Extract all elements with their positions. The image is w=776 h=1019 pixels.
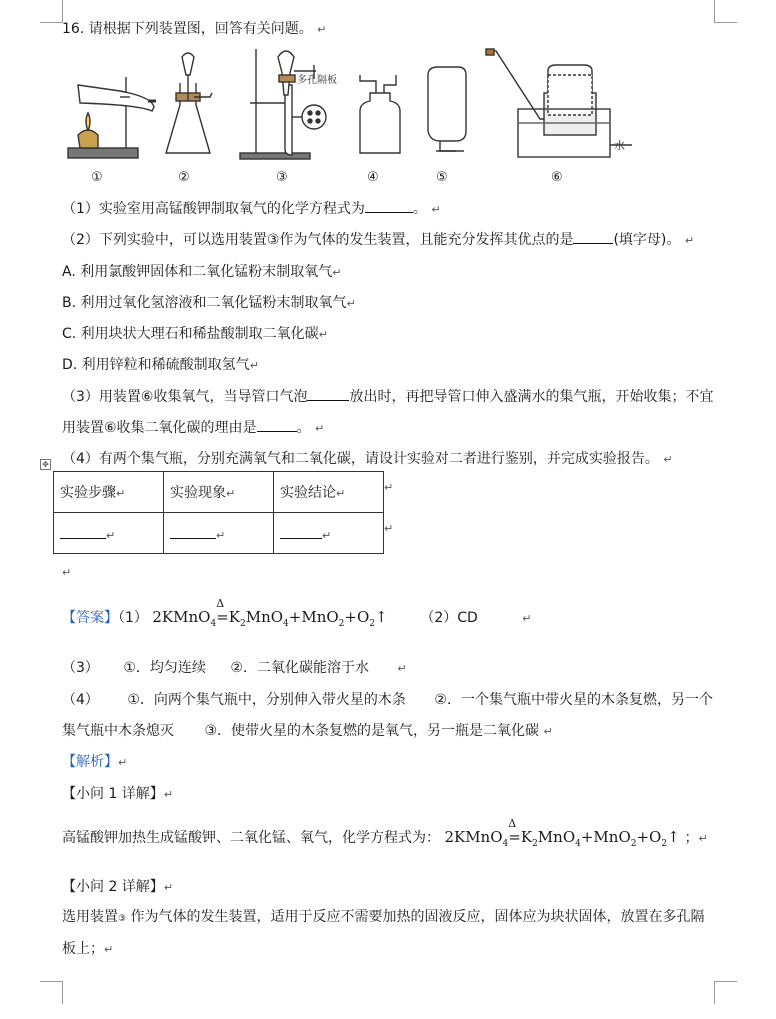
answer-line-4: （4） ①．向两个集气瓶中，分别伸入带火星的木条 ②．一个集气瓶中带火星的木条复燃，另一个 [62, 692, 713, 708]
answer-blank [573, 229, 613, 244]
apparatus-figure [60, 45, 640, 167]
table-cell[interactable]: ↵ [274, 513, 384, 554]
question-1: （1）实验室用高锰酸钾制取氧气的化学方程式为 。 ↵ [62, 198, 441, 218]
analysis-label: 【解析】↵ [62, 754, 128, 770]
table-cell[interactable]: ↵ [54, 513, 164, 554]
sub-question-2-text-1: 选用装置③ 作为气体的发生装置，适用于反应不需要加热的固液反应，固体应为块状固体，放置在多孔隔 [62, 909, 705, 925]
option-c: C. 利用块状大理石和稀盐酸制取二氧化碳↵ [62, 326, 328, 342]
table-header-cell: 实验步骤↵ [54, 472, 164, 513]
experiment-report-table [53, 471, 384, 554]
question-4: （4）有两个集气瓶，分别充满氧气和二氧化碳，请设计实验对二者进行鉴别，并完成实验报告。 ↵ [62, 451, 673, 467]
apparatus-6-water-trough [486, 49, 632, 157]
figure-label-5: ⑤ [436, 170, 448, 185]
question-3-line-1: （3）用装置⑥收集氧气，当导管口气泡 放出时，再把导管口伸入盛满水的集气瓶，开始收集；不宜 [62, 386, 713, 406]
question-title: 请根据下列装置图，回答有关问题。 [88, 21, 313, 37]
figure-label-2: ② [178, 170, 190, 185]
question-title-line [62, 18, 326, 38]
figure-label-3: ③ [276, 170, 288, 185]
figure-label-1: ① [91, 170, 103, 185]
answer-line-1: 【答案】（1） 2KMnO$_4$ Δ $=K_2MnO_4+MnO_2+O_2↑$ （2）CD ↵ [62, 597, 532, 629]
table-row [54, 513, 384, 554]
porous-plate-label: 多孔隔板 [297, 75, 337, 86]
page-corner-mark [714, 981, 737, 1004]
table-header-cell: 实验结论↵ [274, 472, 384, 513]
page-corner-mark [40, 0, 63, 23]
table-header-row [54, 472, 384, 513]
answer-line-4b: 集气瓶中木条熄灭 ③．使带火星的木条复燃的是氧气，另一瓶是二氧化碳 ↵ [62, 723, 553, 739]
apparatus-2-conical-flask [166, 53, 212, 153]
table-move-handle-icon[interactable]: ✥ [40, 459, 51, 470]
answer-blank [365, 198, 413, 213]
page-corner-mark [714, 0, 737, 23]
apparatus-5-inverted-bottle [428, 67, 466, 151]
table-cell[interactable]: ↵ [164, 513, 274, 554]
sub-question-2-title: 【小问 2 详解】↵ [62, 879, 174, 895]
apparatus-3-porous-plate-generator [240, 49, 326, 159]
option-d: D. 利用锌粒和稀硫酸制取氢气↵ [62, 357, 259, 373]
option-b: B. 利用过氧化氢溶液和二氧化锰粉末制取氧气↵ [62, 295, 356, 311]
question-number: 16. [62, 21, 85, 37]
apparatus-1-heated-tube [68, 77, 156, 158]
table-header-cell: 实验现象↵ [164, 472, 274, 513]
figure-label-4: ④ [367, 170, 379, 185]
water-label: 水 [614, 139, 625, 152]
page-corner-mark [40, 981, 63, 1004]
paragraph-mark: ↵ [317, 23, 327, 36]
answer-line-3: （3） ①．均匀连续 ②．二氧化碳能溶于水 ↵ [62, 660, 407, 676]
answer-blank [307, 386, 349, 401]
chemical-equation: 2KMnO$_4$ Δ $=K_2MnO_4+MnO_2+O_2↑$ [444, 817, 680, 849]
chemical-equation: 2KMnO$_4$ Δ $=K_2MnO_4+MnO_2+O_2↑$ [152, 597, 388, 629]
option-a: A. 利用氯酸钾固体和二氧化锰粉末制取氧气↵ [62, 264, 342, 280]
answer-label: 【答案】 [62, 610, 118, 626]
question-2: （2）下列实验中，可以选用装置③作为气体的发生装置，且能充分发挥其优点的是 (填字母)。 ↵ [62, 229, 694, 249]
question-3-line-2: 用装置⑥收集二氧化碳的理由是 。 ↵ [62, 417, 324, 437]
sub-question-1-title: 【小问 1 详解】↵ [62, 786, 174, 802]
apparatus-4-gas-bottle [360, 75, 400, 153]
sub-question-2-text-2: 板上；↵ [62, 941, 114, 957]
sub-question-1-text: 高锰酸钾加热生成锰酸钾、二氧化锰、氧气，化学方程式为： 2KMnO$_4$ Δ $=K_2MnO_4+MnO_2+O_2↑$ ；↵ [62, 817, 708, 849]
figure-label-6: ⑥ [551, 170, 563, 185]
answer-blank [257, 417, 297, 432]
